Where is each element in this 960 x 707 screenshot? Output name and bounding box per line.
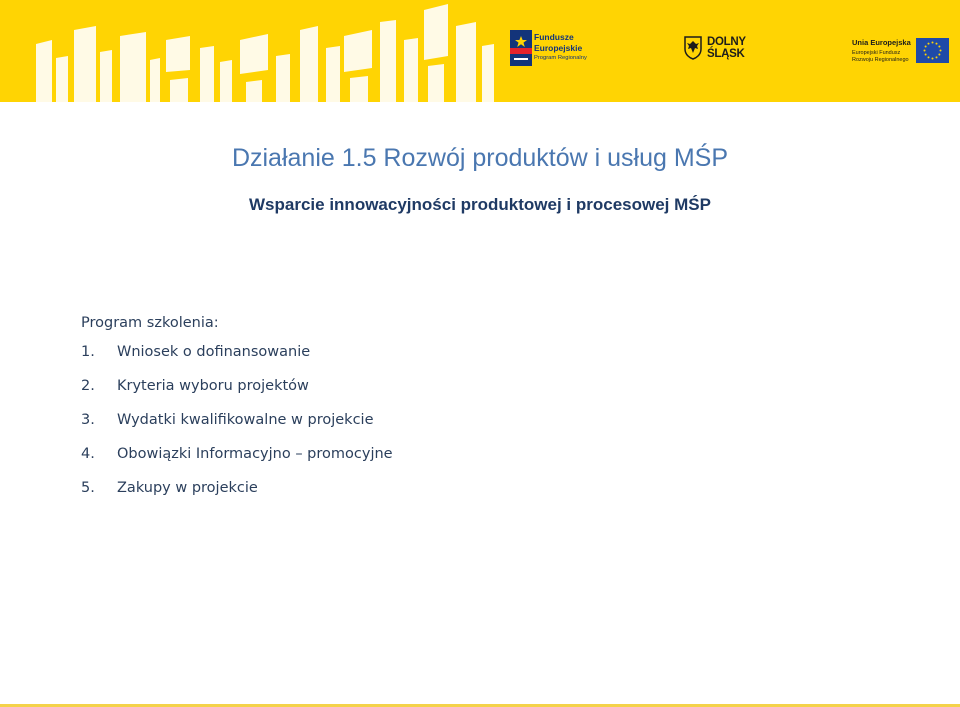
program-item (81, 345, 393, 379)
program-item-number: 5. (81, 479, 95, 496)
program-item-number: 2. (81, 377, 95, 394)
slide-subtitle: Wsparcie innowacyjności produktowej i procesowej MŚP (249, 195, 711, 214)
eagle-shield-icon (684, 36, 702, 60)
program-item-text: Obowiązki Informacyjno – promocyjne (117, 445, 393, 462)
program-item (81, 413, 393, 447)
dolny-slask-line2: ŚLĄSK (707, 48, 745, 60)
fundusze-line1: Fundusze (534, 32, 574, 42)
eu-flag-icon (916, 38, 949, 63)
unia-line3: Rozwoju Regionalnego (852, 57, 909, 63)
program-item-number: 3. (81, 411, 95, 428)
program-item (81, 447, 393, 481)
decorative-blocks (0, 0, 500, 102)
slide-title: Działanie 1.5 Rozwój produktów i usług MŚP (231, 144, 729, 172)
training-program (81, 316, 393, 515)
dolny-slask-logo (684, 36, 754, 68)
unia-line1: Unia Europejska (852, 38, 911, 47)
fundusze-line2: Europejskie (534, 43, 583, 53)
program-item (81, 379, 393, 413)
program-heading: Program szkolenia: (81, 315, 219, 331)
dolny-slask-line1: DOLNY (707, 36, 746, 48)
program-item-number: 4. (81, 445, 95, 462)
header-banner (0, 0, 960, 102)
program-item-text: Wniosek o dofinansowanie (117, 343, 311, 360)
program-list (81, 345, 393, 515)
program-item-number: 1. (81, 343, 95, 360)
program-item-text: Zakupy w projekcie (117, 479, 258, 496)
fundusze-europejskie-logo (510, 30, 590, 68)
fundusze-europejskie-star-icon (510, 30, 532, 66)
fundusze-line3: Program Regionalny (534, 55, 587, 61)
program-item-text: Wydatki kwalifikowalne w projekcie (117, 411, 374, 428)
program-item-text: Kryteria wyboru projektów (117, 377, 309, 394)
unia-line2: Europejski Fundusz (852, 50, 901, 56)
unia-europejska-logo (852, 36, 952, 68)
program-item (81, 481, 393, 515)
